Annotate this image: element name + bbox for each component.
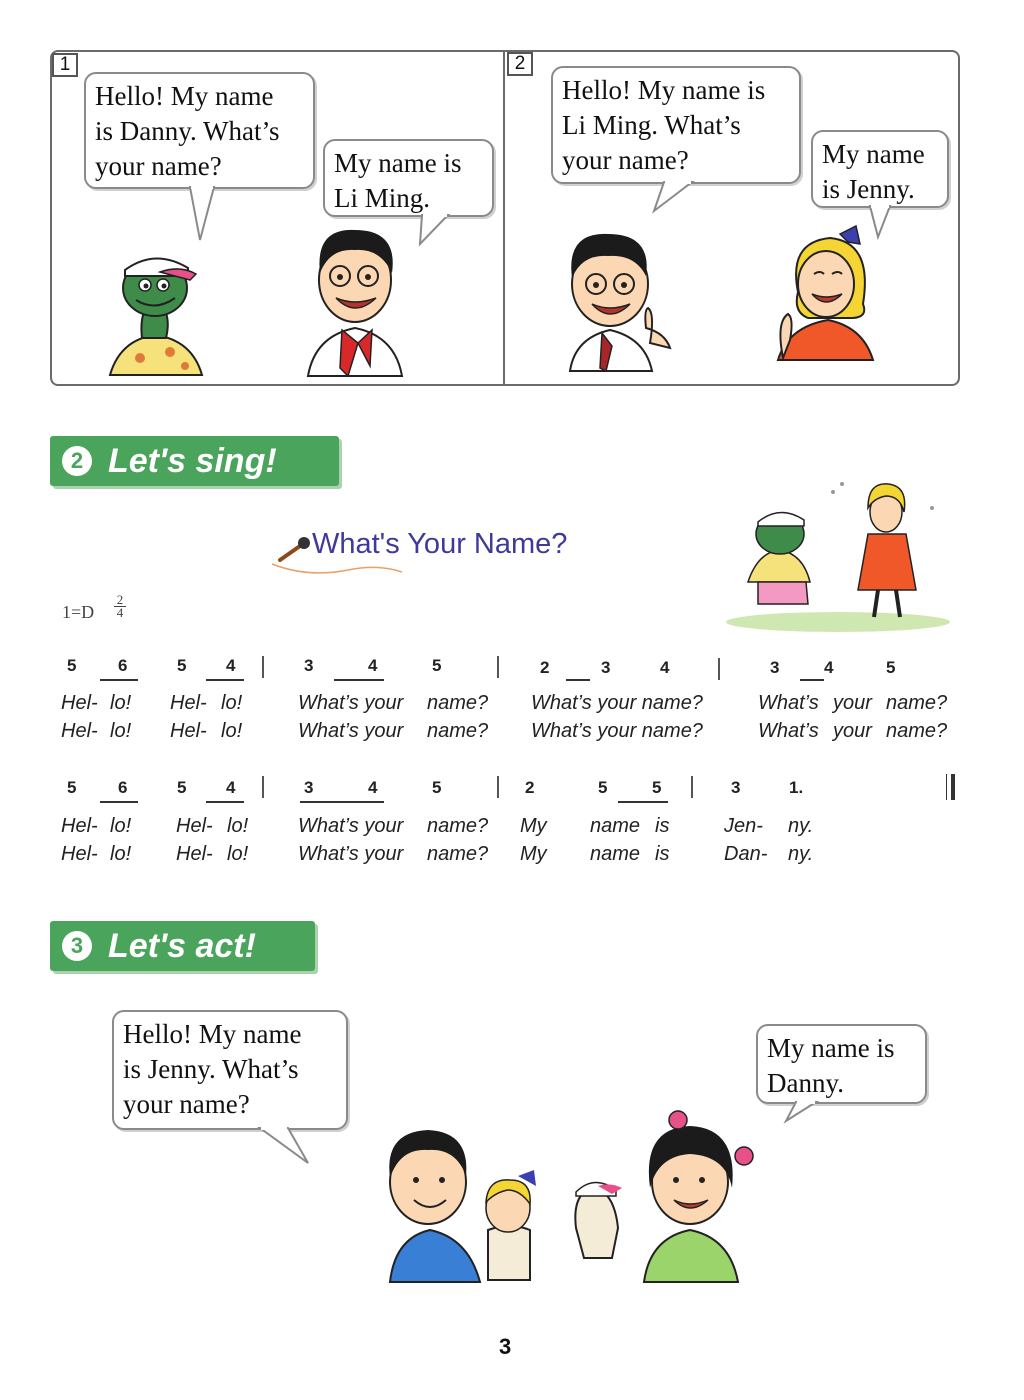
note: 5: [67, 656, 77, 675]
speech-bubble-act-jenny: [112, 1010, 348, 1130]
lyric: Hel-: [61, 815, 98, 837]
lyric: name?: [427, 815, 489, 837]
bubble-line: Hello! My name: [123, 1019, 302, 1049]
key-signature: 1=D: [62, 602, 95, 622]
note: 2: [540, 658, 550, 677]
beam: [800, 679, 824, 681]
lyric: What’s your: [298, 720, 404, 742]
lyric: name: [590, 843, 641, 865]
time-bottom: 4: [114, 606, 126, 619]
final-bar-line-thin: [946, 774, 947, 800]
lyric: name?: [427, 720, 489, 742]
lyric: name?: [886, 720, 948, 742]
bar-line: [497, 656, 499, 678]
bubble-line: Li Ming.: [334, 183, 431, 213]
note: 2: [525, 778, 535, 797]
page-number: 3: [499, 1334, 512, 1359]
note: 5: [67, 778, 77, 797]
speech-bubble-li-ming-2: [551, 66, 801, 184]
bar-line: [262, 656, 264, 678]
lyric: lo!: [110, 720, 132, 742]
lyric: Hel-: [61, 843, 98, 865]
beam: [100, 801, 138, 803]
time-signature: [114, 594, 126, 619]
bubble-line: your name?: [562, 145, 689, 175]
lyric: your: [833, 692, 872, 714]
final-bar-line: [951, 774, 955, 800]
note: 3: [304, 656, 314, 675]
note: 5: [598, 778, 608, 797]
lyric: name: [590, 815, 641, 837]
section-heading-sing: [50, 436, 339, 486]
bubble-tail: [418, 214, 458, 248]
lyric: Hel-: [61, 692, 98, 714]
lyric: lo!: [221, 692, 243, 714]
bubble-line: is Jenny.: [822, 174, 915, 204]
boy-li-ming-illustration: [300, 218, 410, 378]
bubble-line: is Jenny. What’s: [123, 1054, 299, 1084]
bubble-line: Li Ming. What’s: [562, 110, 741, 140]
bubble-line: your name?: [123, 1089, 250, 1119]
lyric: name?: [427, 692, 489, 714]
lyric: ny.: [788, 815, 814, 837]
dinosaur-danny-illustration: [100, 240, 210, 380]
bubble-tail: [258, 1127, 314, 1167]
lyric: Hel-: [170, 720, 207, 742]
section-number: 3: [62, 931, 92, 961]
lyric: What’s: [758, 720, 819, 742]
lyric: Dan-: [724, 843, 768, 865]
note: 3: [770, 658, 780, 677]
note: 6: [118, 778, 128, 797]
note: 1.: [789, 778, 804, 797]
lyric: Jen-: [724, 815, 763, 837]
speech-bubble-jenny: [811, 130, 949, 208]
lyric: Hel-: [176, 815, 213, 837]
note: 4: [660, 658, 670, 677]
bubble-line: is Danny. What’s: [95, 116, 280, 146]
lyric: My: [520, 843, 547, 865]
lyric: lo!: [221, 720, 243, 742]
bar-line: [718, 658, 720, 680]
lyric: What’s your: [298, 692, 404, 714]
lyric: lo!: [110, 692, 132, 714]
section-title: Let's sing!: [108, 442, 277, 480]
lyric: lo!: [227, 843, 249, 865]
lyric: Hel-: [61, 720, 98, 742]
bubble-line: My name is: [334, 148, 462, 178]
bubble-line: your name?: [95, 151, 222, 181]
bubble-tail: [652, 181, 702, 215]
lyric: lo!: [110, 843, 132, 865]
lyric: What’s your name?: [531, 720, 703, 742]
girl-with-puppet-illustration: [562, 1108, 772, 1284]
lyric: What’s your: [298, 815, 404, 837]
bubble-tail: [190, 186, 220, 246]
note: 4: [226, 656, 236, 675]
song-title: What's Your Name?: [312, 528, 568, 560]
lyric: Hel-: [170, 692, 207, 714]
lyric: What’s your: [298, 843, 404, 865]
beam: [618, 801, 668, 803]
beam: [100, 679, 138, 681]
bubble-line: My name is: [767, 1033, 895, 1063]
beam: [300, 801, 384, 803]
section-number: 2: [62, 446, 92, 476]
lyric: is: [655, 815, 670, 837]
bubble-line: Hello! My name: [95, 81, 274, 111]
panel-divider: [503, 51, 505, 385]
note: 5: [652, 778, 662, 797]
lyric: Hel-: [176, 843, 213, 865]
note: 3: [731, 778, 741, 797]
bar-line: [691, 776, 693, 798]
note: 5: [432, 656, 442, 675]
girl-jenny-illustration: [768, 222, 888, 362]
note: 4: [824, 658, 834, 677]
bubble-line: My name: [822, 139, 925, 169]
bar-line: [497, 776, 499, 798]
note: 5: [177, 656, 187, 675]
lyric: lo!: [110, 815, 132, 837]
beam: [206, 679, 244, 681]
note: 4: [368, 778, 378, 797]
speech-bubble-li-ming: [323, 139, 494, 217]
note: 4: [368, 656, 378, 675]
lyric: your: [833, 720, 872, 742]
section-title: Let's act!: [108, 927, 256, 965]
boy-with-puppet-illustration: [370, 1118, 560, 1284]
speech-bubble-act-danny: [756, 1024, 927, 1104]
bar-line: [262, 776, 264, 798]
bubble-line: Hello! My name is: [562, 75, 766, 105]
panel-1-number: 1: [52, 53, 78, 77]
note: 3: [304, 778, 314, 797]
time-top: 2: [116, 592, 124, 607]
note: 5: [886, 658, 896, 677]
lyric: name?: [427, 843, 489, 865]
lyric: ny.: [788, 843, 814, 865]
beam: [566, 679, 590, 681]
panel-2-number: 2: [507, 52, 533, 76]
lyric: name?: [886, 692, 948, 714]
note: 5: [432, 778, 442, 797]
lyric: My: [520, 815, 547, 837]
lyric: What’s your name?: [531, 692, 703, 714]
note: 5: [177, 778, 187, 797]
boy-li-ming-illustration: [550, 228, 700, 373]
note: 4: [226, 778, 236, 797]
bubble-tail: [784, 1101, 824, 1127]
lyric: What’s: [758, 692, 819, 714]
lyric: is: [655, 843, 670, 865]
beam: [334, 679, 384, 681]
singing-kids-illustration: [718, 472, 950, 632]
bubble-line: Danny.: [767, 1068, 844, 1098]
note: 3: [601, 658, 611, 677]
lyric: lo!: [227, 815, 249, 837]
beam: [206, 801, 244, 803]
section-heading-act: [50, 921, 315, 971]
speech-bubble-danny: [84, 72, 315, 189]
note: 6: [118, 656, 128, 675]
